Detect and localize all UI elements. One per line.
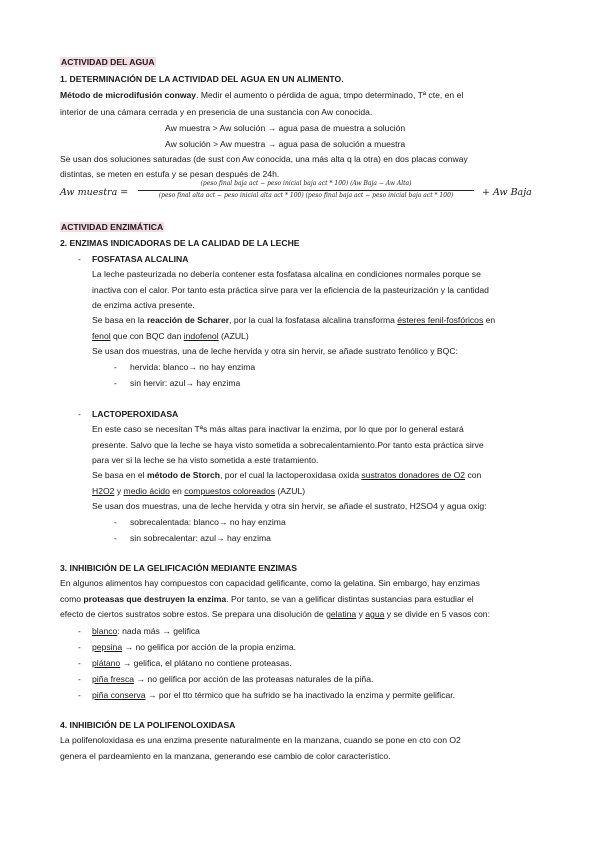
heading-4: 4. INHIBICIÓN DE LA POLIFENOLOXIDASA xyxy=(60,720,236,730)
section-title-water-activity: ACTIVIDAD DEL AGUA xyxy=(61,57,155,67)
list-dash: - xyxy=(114,533,117,543)
list-dash: - xyxy=(114,362,117,372)
heading-3: 3. INHIBICIÓN DE LA GELIFICACIÓN MEDIANTE ENZIMAS xyxy=(60,563,297,573)
paragraph-line: distintas, se meten en estufa y se pesan después de 24h. xyxy=(60,169,280,179)
list-item: sobrecalentada: blanco→ no hay enzima xyxy=(130,517,286,527)
list-dash: - xyxy=(114,378,117,388)
list-dash: - xyxy=(114,517,117,527)
list-item: plátano → gelifica, el plátano no contiene proteasas. xyxy=(92,658,292,668)
paragraph-line: para ver si la leche se ha visto sometida a este tratamiento. xyxy=(92,455,319,465)
list-dash: - xyxy=(78,642,81,652)
list-dash: - xyxy=(78,658,81,668)
list-item: piña fresca → no gelifica por acción de las proteasas naturales de la piña. xyxy=(92,674,374,684)
fraction-bar xyxy=(138,190,474,191)
paragraph-line: En este caso se necesitan Tªs más altas para inactivar la enzima, por lo que por lo general estará xyxy=(92,424,464,434)
paragraph-line: efecto de ciertos sustratos sobre estos. Se prepara una disolución de gelatina y agua y se divide en 5 vasos con: xyxy=(60,609,490,619)
list-item: hervida: blanco→ no hay enzima xyxy=(130,362,256,372)
paragraph-line: Método de microdifusión conway. Medir el aumento o pérdida de agua, tmpo determinado, Tª cte, en el xyxy=(60,90,464,100)
formula-rhs: + Aw Baja xyxy=(482,187,532,198)
paragraph-line: genera el pardeamiento en la manzana, generando ese cambio de color característico. xyxy=(60,751,391,761)
paragraph-line: fenol que con BQC dan indofenol (AZUL) xyxy=(92,331,249,341)
paragraph-line: Se basa en la reacción de Scharer, por la cual la fosfatasa alcalina transforma ésteres fenil-fosfóricos en xyxy=(92,315,496,325)
paragraph-line: La polifenoloxidasa es una enzima presente naturalmente en la manzana, cuando se pone en cto con O2 xyxy=(60,735,461,745)
paragraph-line: Se usan dos muestras, una de leche hervida y otra sin hervir, se añade sustrato fenólico y BQC: xyxy=(92,346,458,356)
paragraph-line: Se basa en el método de Storch, por el cual la lactoperoxidasa oxida sustratos donadores de O2 con xyxy=(92,470,482,480)
list-dash: - xyxy=(78,254,81,264)
list-dash: - xyxy=(78,626,81,636)
subheading-lactoperoxidasa: LACTOPEROXIDASA xyxy=(92,409,179,419)
rule-line: Aw solución > Aw muestra → agua pasa de solución a muestra xyxy=(165,139,406,149)
paragraph-line: interior de una cámara cerrada y en presencia de una sustancia con Aw conocida. xyxy=(60,107,373,117)
paragraph-line: En algunos alimentos hay compuestos con capacidad gelificante, como la gelatina. Sin embargo, hay enzimas xyxy=(60,578,480,588)
list-item: sin hervir: azul→ hay enzima xyxy=(130,378,241,388)
heading-1: 1. DETERMINACIÓN DE LA ACTIVIDAD DEL AGUA EN UN ALIMENTO. xyxy=(60,74,344,84)
list-item: sin sobrecalentar: azul→ hay enzima xyxy=(130,533,271,543)
subheading-fosfatasa: FOSFATASA ALCALINA xyxy=(92,254,189,264)
list-item: pepsina → no gelifica por acción de la propia enzima. xyxy=(92,642,296,652)
heading-2: 2. ENZIMAS INDICADORAS DE LA CALIDAD DE LA LECHE xyxy=(60,238,300,248)
paragraph-line: Se usan dos muestras, una de leche hervida y otra sin hervir, se añade el sustrato, H2SO4 y agua oxig: xyxy=(92,501,487,511)
formula-denominator: (peso final alta act − peso inicial alta act * 100) (peso final baja act − peso inicial baja act * 100) xyxy=(158,192,454,199)
aw-formula xyxy=(60,180,560,206)
list-dash: - xyxy=(78,409,81,419)
section-title-enzymatic-activity: ACTIVIDAD ENZIMÁTICA xyxy=(61,222,164,232)
list-item: blanco: nada más → gelifica xyxy=(92,626,200,636)
paragraph-line: como proteasas que destruyen la enzima. Por tanto, se van a gelificar distintas sustancias para estudiar el xyxy=(60,594,474,604)
paragraph-line: de enzima activa presente. xyxy=(92,300,195,310)
formula-numerator: (peso final baja act − peso inicial baja act * 100) (Aw Baja − Aw Alta) xyxy=(200,180,412,187)
paragraph-line: presente. Salvo que la leche se haya visto sometida a sobrecalentamiento.Por tanto esta práctica sirve xyxy=(92,440,484,450)
list-item: piña conserva → por el tto térmico que ha sufrido se ha inactivado la enzima y permite gelificar. xyxy=(92,690,456,700)
list-dash: - xyxy=(78,690,81,700)
paragraph-line: La leche pasteurizada no debería contener esta fosfatasa alcalina en condiciones normales porque se xyxy=(92,269,481,279)
paragraph-line: inactiva con el calor. Por tanto esta práctica sirve para ver la eficiencia de la pasteurización y la cantidad xyxy=(92,285,489,295)
paragraph-line: H2O2 y medio ácido en compuestos coloreados (AZUL) xyxy=(92,486,306,496)
list-dash: - xyxy=(78,674,81,684)
formula-lhs: Aw muestra = xyxy=(60,187,129,198)
paragraph-line: Se usan dos soluciones saturadas (de sust con Aw conocida, una más alta q la otra) en dos placas conway xyxy=(60,154,468,164)
rule-line: Aw muestra > Aw solución → agua pasa de muestra a solución xyxy=(165,123,406,133)
